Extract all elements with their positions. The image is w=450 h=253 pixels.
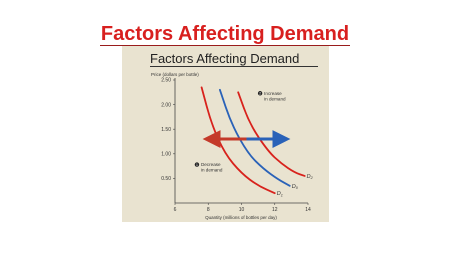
x-tick-label: 8: [206, 207, 210, 213]
annotation-text: Decrease: [200, 162, 221, 168]
curve-label-d1: $D_1$: [276, 191, 283, 198]
y-tick-label: 0.50: [161, 176, 171, 183]
x-tick-label: 10: [238, 207, 245, 213]
curve-label-d0: $D_0$: [291, 183, 298, 190]
x-tick-label: 12: [271, 207, 278, 213]
y-tick-label: 2.50: [161, 77, 171, 84]
annotation-text: Increase: [264, 90, 282, 96]
slide-title: Factors Affecting Demand: [100, 23, 350, 45]
y-tick-label: 1.00: [161, 151, 171, 158]
y-axis-label: Price (dollars per bottle): [151, 72, 199, 77]
y-tick-label: 1.50: [161, 126, 171, 133]
annotation-text: in demand: [264, 96, 286, 102]
x-axis-label: Quantity (millions of bottles per day): [205, 215, 277, 220]
curve-label-d2: $D_2$: [306, 173, 313, 181]
annotation-number: 1: [195, 162, 198, 167]
demand-curve-d2: [238, 92, 304, 176]
x-tick-label: 6: [173, 207, 177, 213]
annotation-number: 2: [259, 91, 262, 96]
chart-title: Factors Affecting Demand: [150, 51, 300, 66]
annotation-text: in demand: [200, 167, 223, 173]
x-tick-label: 14: [305, 207, 311, 213]
y-tick-label: 2.00: [161, 102, 171, 109]
